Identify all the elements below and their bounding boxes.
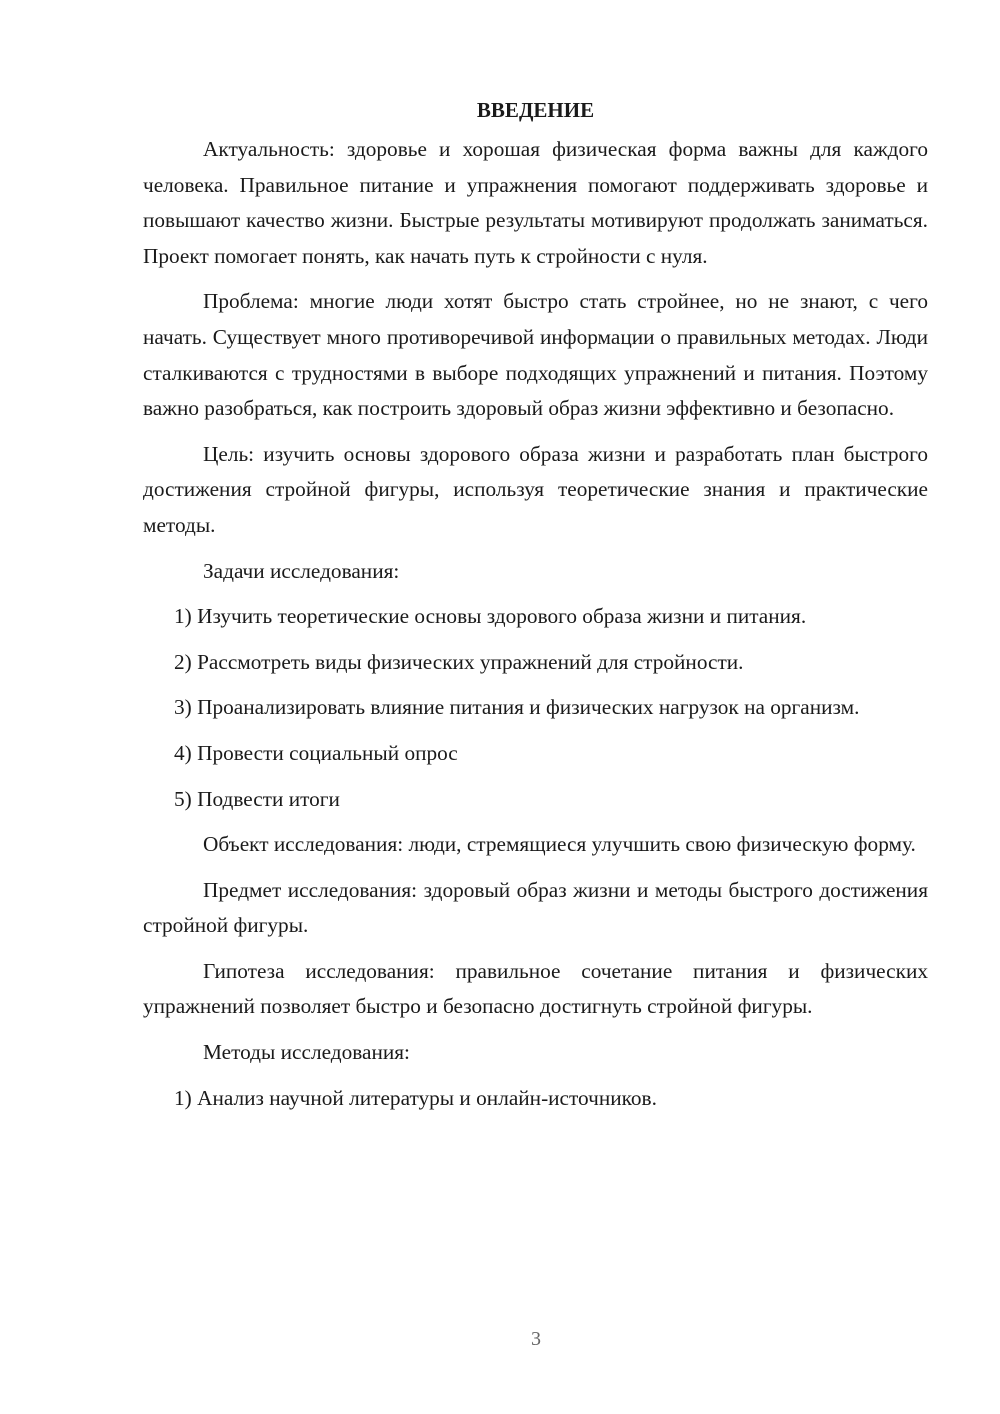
goal-paragraph: Цель: изучить основы здорового образа жизни и разработать план быстрого достижения стройной фигуры, используя теоретические знания и практические методы. [143,441,928,537]
method-item-1: 1) Анализ научной литературы и онлайн-источников. [174,1085,657,1110]
subject-paragraph: Предмет исследования: здоровый образ жизни и методы быстрого достижения стройной фигуры. [143,877,928,938]
hypothesis-paragraph: Гипотеза исследования: правильное сочетание питания и физических упражнений позволяет быстро и безопасно достигнуть стройной фигуры. [143,958,928,1019]
section-title: ВВЕДЕНИЕ [476,98,595,122]
object-paragraph: Объект исследования: люди, стремящиеся улучшить свою физическую форму. [203,832,916,857]
document-page [143,92,928,1126]
task-item-3: 3) Проанализировать влияние питания и физических нагрузок на организм. [174,695,860,720]
methods-heading: Методы исследования: [203,1040,410,1065]
problem-paragraph: Проблема: многие люди хотят быстро стать стройнее, но не знают, с чего начать. Существует много противоречивой информации о правильных методах. Люди сталкиваются с трудностями в выборе подходящих упражнений и питания. Поэтому важно разобраться, как построить здоровый образ жизни эффективно и безопасно. [143,289,928,421]
page-number: 3 [531,1328,541,1350]
task-item-2: 2) Рассмотреть виды физических упражнений для стройности. [174,649,744,674]
task-item-5: 5) Подвести итоги [174,786,340,811]
tasks-heading: Задачи исследования: [203,558,400,583]
relevance-paragraph: Актуальность: здоровье и хорошая физическая форма важны для каждого человека. Правильное питание и упражнения помогают поддерживать здоровье и повышают качество жизни. Быстрые результаты мотивируют продолжать заниматься. Проект помогает понять, как начать путь к стройности с нуля. [143,137,928,268]
task-item-1: 1) Изучить теоретические основы здорового образа жизни и питания. [174,604,807,629]
task-item-4: 4) Провести социальный опрос [174,740,458,765]
